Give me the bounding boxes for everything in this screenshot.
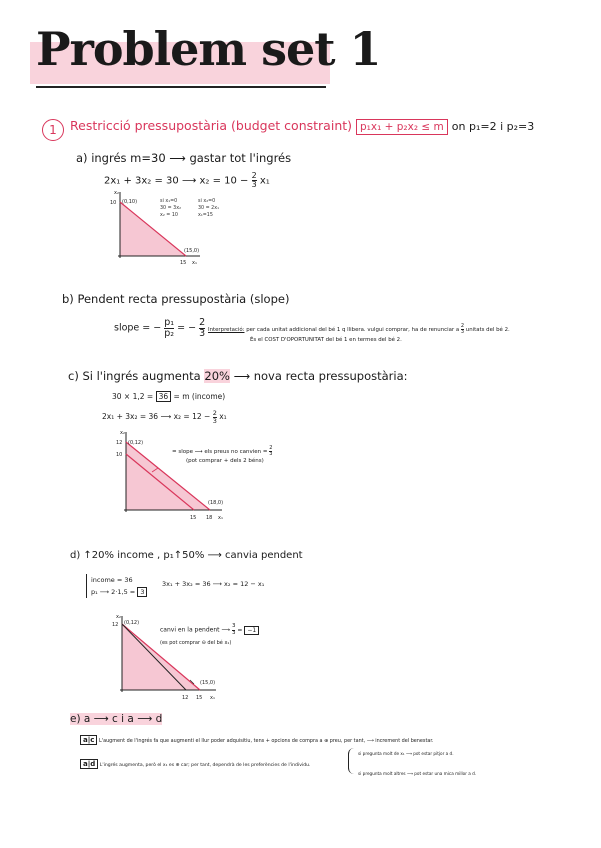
graph-d [106,614,226,704]
ad-branches [358,744,476,784]
point-top: (0,12) [128,440,144,446]
frac-den: 3 [199,327,206,339]
d-brace-text: p₁ ⟶ 2·1,5 = [91,588,136,596]
slope-label: slope = − [114,322,162,334]
y-tick-low: 10 [116,452,123,458]
ad-comparison [80,760,311,768]
interp-line-2: És el COST D'OPORTUNITAT del bé 1 en termes del bé 2. [250,337,402,343]
ad-branch-1: si pregunta molt de x₁ ⟶ pot estar pitjor a d. [358,751,454,756]
c-income-box: 36 [156,391,172,402]
graph-a [104,188,214,278]
d-brace-line-2 [91,586,147,598]
ad-branch-2: si pregunta molt altres ⟶ pot estar una mica millor a d. [358,771,477,776]
note-line: x₁=15 [198,213,213,218]
frac-num: p₁ [164,317,175,328]
point-bottom: (15,0) [184,248,200,254]
section-heading [70,118,534,133]
x-axis-label: x₁ [192,260,197,266]
eq-a-tail: x₁ [259,175,270,187]
frac-num: 2 [251,171,257,180]
c-line1-right: = m (income) [173,392,226,401]
fraction [213,410,217,424]
frac-den: 3 [460,329,465,335]
y-axis-label: x₂ [114,190,119,196]
c-note-line-2: (pot comprar + dels 2 béns) [186,458,264,464]
c-suffix: ⟶ nova recta pressupostària: [233,369,408,383]
point-bottom: (15,0) [200,680,216,686]
fraction [199,318,205,338]
note-line: 30 = 2x₁ [198,206,219,211]
x-tick-high: 18 [206,515,213,521]
y-tick-high: 12 [116,440,123,446]
part-a-equation [104,172,270,189]
frac-den: 3 [269,451,273,457]
point-bottom: (18,0) [208,500,224,506]
frac-den: 3 [251,180,257,189]
interp-label: Interpretació: [208,327,245,333]
part-d-header: d) ↑20% income , p₁↑50% ⟶ canvia pendent [70,550,303,561]
eq-a-right: x₂ = 10 − [199,175,252,187]
note-line: 30 = 3x₂ [160,206,181,211]
note-line: x₂ = 10 [160,213,178,218]
c-pct: 20% [204,369,230,383]
interpretation [208,324,510,345]
x-tick: 15 [180,260,187,266]
interp-text: per cada unitat addicional del bé 1 q llibera. vulgui comprar, ha de renunciar a [246,327,460,333]
d-price-box: 3 [137,587,147,597]
constraint-box: p₁x₁ + p₂x₂ ≤ m [356,119,448,135]
x-tick-low: 15 [190,515,197,521]
note-line: si x₁=0 [160,199,178,204]
title-underline [36,86,326,88]
y-axis-label: x₂ [116,614,121,620]
fraction [252,172,257,189]
ad-tag: a|d [80,759,98,769]
d-note-text: canvi en la pendent ⟶ [160,626,231,634]
frac-num: 2 [199,317,206,328]
part-c-header [68,369,408,383]
c-prefix: c) Si l'ingrés augmenta [68,369,201,383]
x-tick-low: 12 [182,695,189,701]
fraction [164,318,174,338]
part-c-line2 [102,410,227,424]
point-top: (0,12) [124,620,140,626]
frac-num: 3 [231,623,236,629]
frac-den: p₂ [164,327,175,339]
part-d-equation: 3x₁ + 3x₂ = 36 ⟶ x₂ = 12 − x₁ [162,580,265,588]
graph-c [110,430,230,530]
y-axis-label: x₂ [120,430,125,436]
d-note-eq: = [237,626,243,634]
frac-num: 2 [212,409,217,417]
section-number: 1 [42,119,64,141]
slope-eq: = − [177,322,197,334]
frac-num: 2 [269,445,273,451]
y-tick: 12 [112,622,119,628]
part-a-header: a) ingrés m=30 ⟶ gastar tot l'ingrés [76,151,292,165]
d-slope-box: −1 [244,626,259,635]
slope-equation [114,318,205,338]
c-line2: 2x₁ + 3x₂ = 36 ⟶ x₂ = 12 − [102,412,211,421]
x-tick-high: 15 [196,695,203,701]
eq-a-left: 2x₁ + 3x₂ = 30 ⟶ [104,175,197,187]
prices-text: on p₁=2 i p₂=3 [451,120,535,133]
c-line2-tail: x₁ [219,412,227,421]
interp-line-1 [208,324,510,335]
part-b-header: b) Pendent recta pressupostària (slope) [62,292,290,306]
ad-brace [348,748,357,774]
note-line: si x₂=0 [198,199,216,204]
x-axis-label: x₁ [218,515,223,521]
d-brace-line-1: income = 36 [91,576,133,584]
interp-text-end: unitats del bé 2. [465,327,510,333]
fraction [461,324,464,335]
page-title: Problem set 1 [36,22,381,76]
frac-den: 3 [212,416,217,425]
fraction [232,624,236,636]
fraction [269,446,272,457]
x-axis-label: x₁ [210,695,215,701]
frac-den: 3 [231,629,236,636]
point-top: (0,10) [122,199,138,205]
ac-comparison [80,736,434,744]
e-header-text: e) a ⟶ c i a ⟶ d [70,713,163,725]
d-note-line-2: (es pot comprar ⊖ del bé x₁) [160,639,232,646]
section-heading-text: Restricció pressupostària (budget constraint) [70,118,353,133]
frac-num: 2 [460,323,465,329]
part-c-line1 [112,392,225,401]
ad-text: L'ingrés augmenta, però el x₁ es ⊕ car; per tant, dependrà de les preferències de l'individu. [99,763,311,768]
part-e-header [70,713,162,725]
c-line1-left: 30 × 1,2 = [112,392,154,401]
y-tick: 10 [110,200,117,206]
ac-tag: a|c [80,735,97,745]
part-d-brace [86,574,147,598]
ac-text: L'augment de l'ingrés fa que augmenti el llur poder adquisitiu, tens + opcions de compra a ⊕ preu, per tant, ⟶ increment del benestar. [99,738,434,744]
c-note-text: = slope ⟶ els preus no canvien = [172,449,268,455]
